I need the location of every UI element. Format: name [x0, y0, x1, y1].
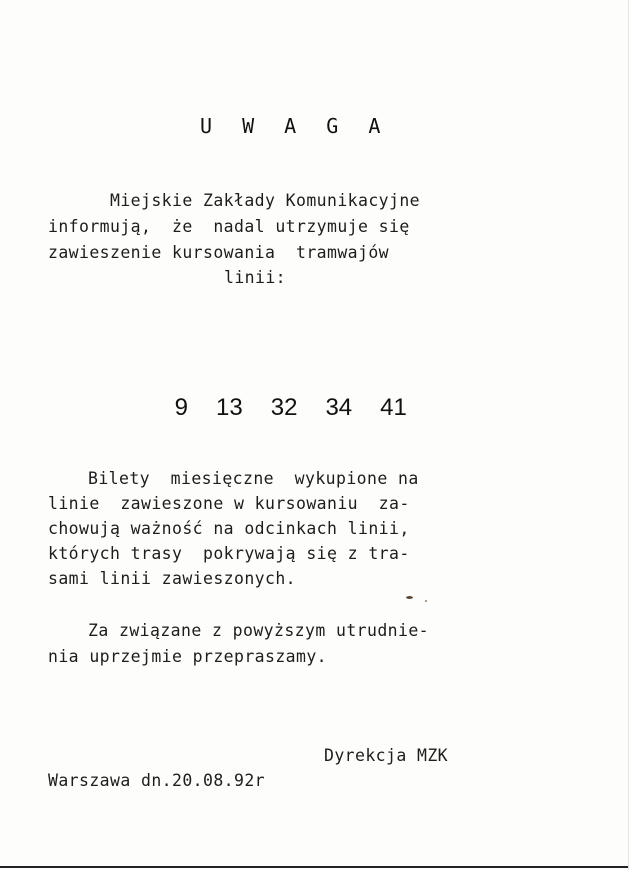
tram-line-number: 32 — [270, 394, 298, 421]
tickets-line-3: chowują ważność na odcinkach linii, — [48, 519, 410, 538]
signature: Dyrekcja MZK — [324, 746, 449, 765]
paper-speck — [406, 596, 413, 599]
tram-line-number: 34 — [325, 394, 353, 421]
tickets-line-1: Bilety miesięczne wykupione na — [88, 469, 419, 488]
apology-line-1: Za związane z powyższym utrudnie- — [88, 621, 430, 640]
tram-line-number: 9 — [174, 394, 189, 421]
apology-line-2: nia uprzejmie przepraszamy. — [48, 647, 328, 666]
tram-line-number: 41 — [380, 394, 407, 421]
tram-line-numbers — [148, 366, 407, 450]
paper-speck — [425, 600, 427, 602]
intro-line-1: Miejskie Zakłady Komunikacyjne — [110, 191, 421, 210]
page-bottom-edge — [0, 866, 629, 868]
intro-line-3: zawieszenie kursowania tramwajów — [48, 243, 390, 262]
notice-title: U W A G A — [200, 114, 390, 138]
tram-line-number: 13 — [216, 394, 243, 421]
intro-line-4: linii: — [224, 268, 287, 287]
tickets-line-4: których trasy pokrywają się z tra- — [48, 544, 410, 563]
intro-line-2: informują, że nadal utrzymuje się — [48, 217, 410, 236]
tickets-line-5: sami linii zawieszonych. — [48, 569, 297, 588]
tickets-line-2: linie zawieszone w kursowaniu za- — [48, 494, 410, 513]
place-date: Warszawa dn.20.08.92r — [48, 771, 266, 790]
